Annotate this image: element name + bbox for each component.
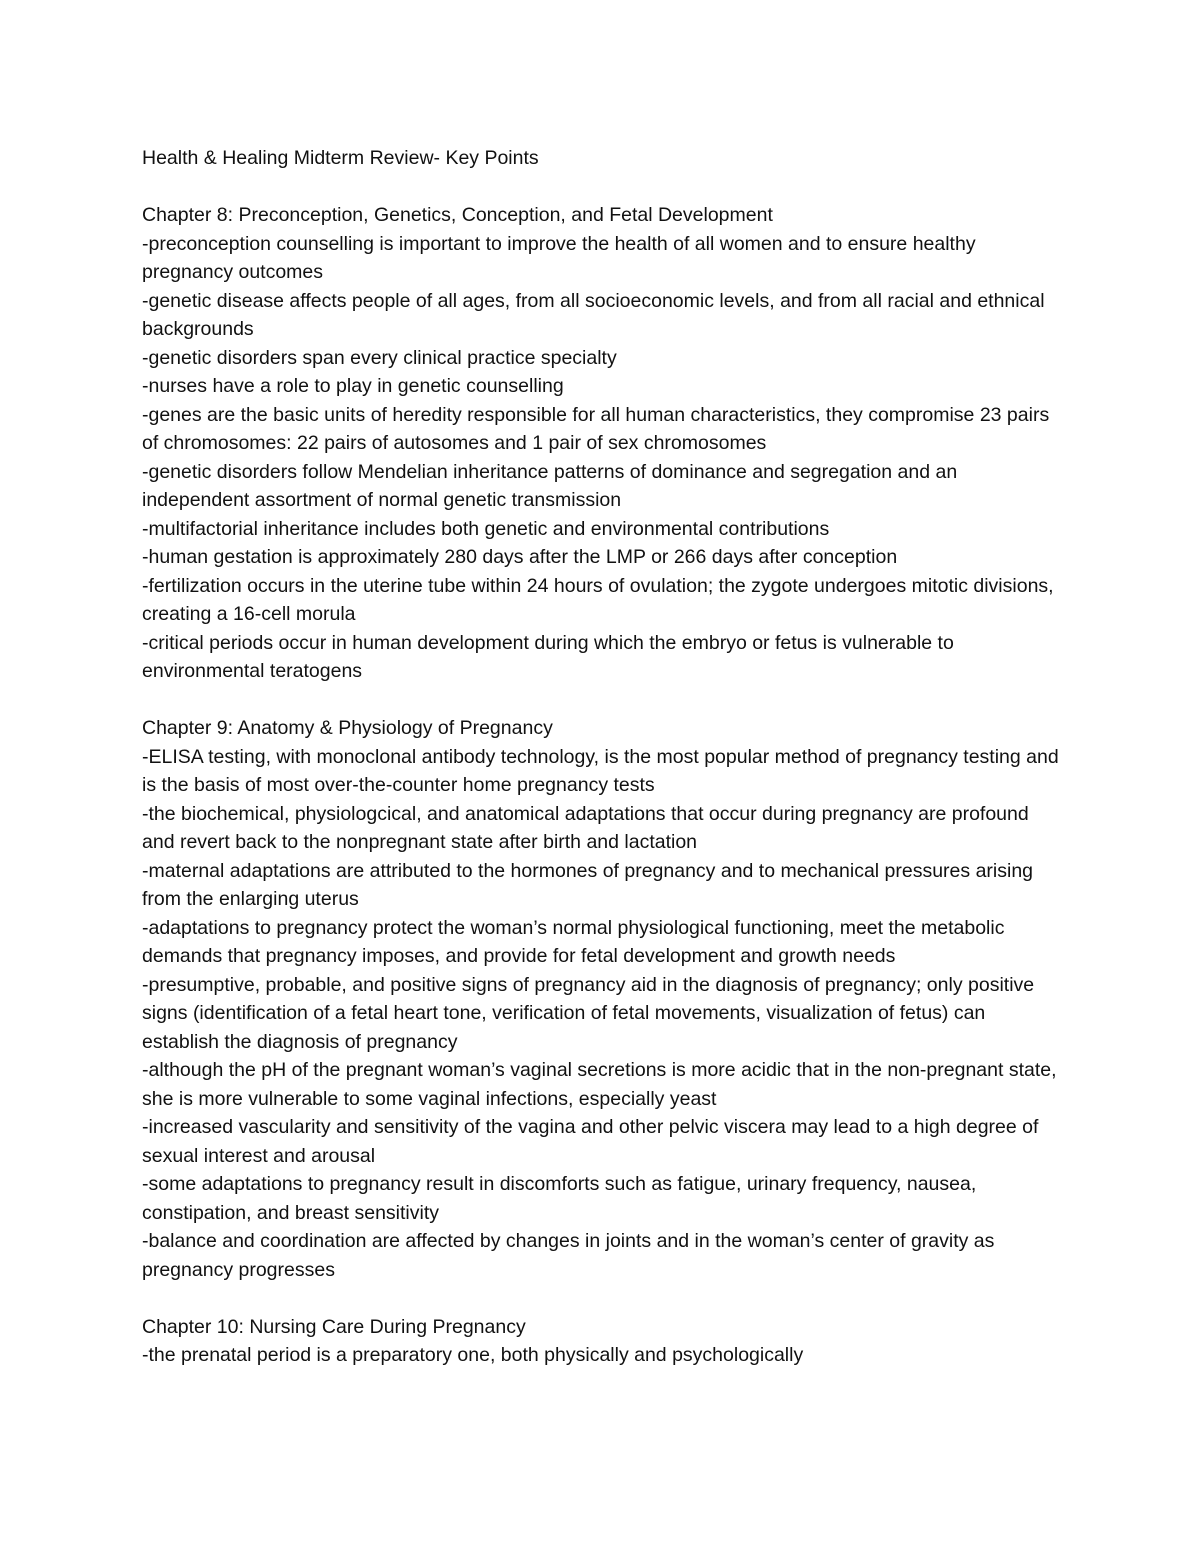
key-point: -adaptations to pregnancy protect the woman’s normal physiological functioning, meet the metabolic demands that pregnancy imposes, and provide for fetal development and growth needs	[142, 916, 1005, 967]
key-point: -presumptive, probable, and positive signs of pregnancy aid in the diagnosis of pregnancy; only positive signs (identification of a fetal heart tone, verification of fetal movements, visualization of fetus) can establish the diagnosis of pregnancy	[142, 973, 1035, 1053]
key-point: -genetic disorders span every clinical practice specialty	[142, 346, 617, 369]
key-point: -although the pH of the pregnant woman’s vaginal secretions is more acidic that in the non-pregnant state, she is more vulnerable to some vaginal infections, especially yeast	[142, 1059, 1057, 1110]
section-heading: Chapter 8: Preconception, Genetics, Conception, and Fetal Development	[142, 204, 773, 226]
key-point: -maternal adaptations are attributed to the hormones of pregnancy and to mechanical pressures arising from the enlarging uterus	[142, 859, 1034, 910]
document-body	[142, 144, 1062, 1370]
section-chapter-8	[142, 201, 1062, 686]
key-point: -genetic disorders follow Mendelian inheritance patterns of dominance and segregation and an independent assortment of normal genetic transmission	[142, 460, 958, 511]
key-point: -fertilization occurs in the uterine tube within 24 hours of ovulation; the zygote undergoes mitotic divisions, creating a 16-cell morula	[142, 574, 1054, 625]
document-title: Health & Healing Midterm Review- Key Points	[142, 147, 539, 169]
key-point: -ELISA testing, with monoclonal antibody technology, is the most popular method of pregnancy testing and is the basis of most over-the-counter home pregnancy tests	[142, 745, 1059, 796]
key-point: -multifactorial inheritance includes both genetic and environmental contributions	[142, 517, 830, 540]
section-heading: Chapter 9: Anatomy & Physiology of Pregnancy	[142, 717, 553, 739]
key-point: -genes are the basic units of heredity responsible for all human characteristics, they compromise 23 pairs of chromosomes: 22 pairs of autosomes and 1 pair of sex chromosomes	[142, 403, 1050, 454]
key-point: -critical periods occur in human development during which the embryo or fetus is vulnerable to environmental teratogens	[142, 631, 954, 682]
section-heading: Chapter 10: Nursing Care During Pregnancy	[142, 1315, 526, 1338]
key-point: -increased vascularity and sensitivity of the vagina and other pelvic viscera may lead to a high degree of sexual interest and arousal	[142, 1116, 1039, 1167]
key-point: -preconception counselling is important to improve the health of all women and to ensure healthy pregnancy outcomes	[142, 232, 976, 283]
key-point: -genetic disease affects people of all ages, from all socioeconomic levels, and from all racial and ethnical backgrounds	[142, 289, 1045, 340]
key-point: -the prenatal period is a preparatory one, both physically and psychologically	[142, 1344, 804, 1366]
section-chapter-9	[142, 714, 1062, 1284]
key-point: -nurses have a role to play in genetic counselling	[142, 375, 564, 397]
key-point: -some adaptations to pregnancy result in discomforts such as fatigue, urinary frequency, nausea, constipation, and breast sensitivity	[142, 1173, 977, 1224]
key-point: -human gestation is approximately 280 days after the LMP or 266 days after conception	[142, 546, 898, 568]
section-chapter-10	[142, 1313, 1062, 1370]
key-point: -the biochemical, physiologcical, and anatomical adaptations that occur during pregnancy are profound and revert back to the nonpregnant state after birth and lactation	[142, 802, 1029, 853]
key-point: -balance and coordination are affected by changes in joints and in the woman’s center of gravity as pregnancy progresses	[142, 1230, 995, 1281]
